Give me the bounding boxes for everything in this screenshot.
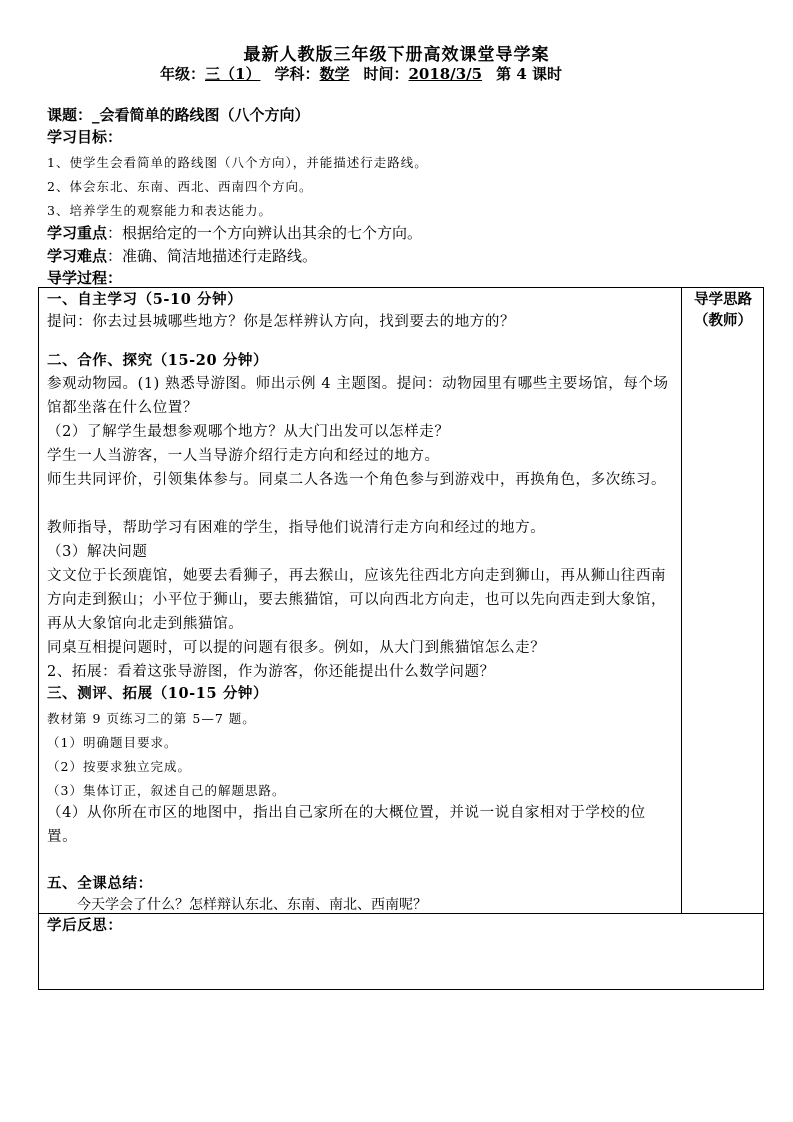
section-2-paragraph: 师生共同评价，引领集体参与。同桌二人各选一个角色参与到游戏中，再换角色，多次练习。 [47, 472, 667, 488]
reflection-label: 学后反思： [47, 917, 123, 934]
grade-label: 年级： [160, 65, 206, 83]
teacher-notes-header: 导学思路 （教师） [694, 291, 752, 329]
section-3-item: 教材第 9 页练习二的第 5—7 题。 [47, 711, 256, 726]
difficulty-line [47, 245, 317, 266]
page-title: 最新人教版三年级下册高效课堂导学案 [243, 45, 550, 65]
section-3-item: （4）从你所在市区的地图中，指出自己家所在的大概位置，并说一说自家相对于学校的位置。 [47, 805, 646, 845]
section-2-paragraph: （3）解决问题 [47, 544, 148, 560]
key-point-text: ：根据给定的一个方向辨认出其余的七个方向。 [107, 224, 423, 242]
section-2-paragraph: （2）了解学生最想参观哪个地方？从大门出发可以怎样走？ [47, 424, 450, 440]
key-point-line [47, 222, 422, 243]
section-3-item: （1）明确题目要求。 [47, 735, 178, 750]
section-2-paragraph: 参观动物园。(1) 熟悉导游图。师出示例 4 主题图。提问：动物园里有哪些主要场馆，每个场馆都坐落在什么位置？ [47, 376, 669, 416]
lesson-number: 第 4 课时 [496, 65, 562, 83]
difficulty-text: ：准确、简洁地描述行走路线。 [107, 247, 318, 265]
section-3-title: 三、测评、拓展（10-15 分钟） [47, 685, 269, 702]
topic-line [47, 104, 310, 125]
section-5-title: 五、全课总结： [47, 875, 153, 892]
section-2-paragraph: 教师指导，帮助学习有困难的学生，指导他们说清行走方向和经过的地方。 [47, 520, 546, 536]
subject-value: 数学 [319, 65, 350, 83]
goals-label: 学习目标： [47, 128, 123, 146]
topic-label: 课题： [47, 106, 93, 124]
key-point-label: 学习重点 [47, 224, 108, 242]
time-value: 2018/3/5 [408, 65, 483, 83]
goal-item: 3、培养学生的观察能力和表达能力。 [47, 203, 272, 218]
section-2-paragraph: 文文位于长颈鹿馆，她要去看狮子，再去猴山，应该先往西北方向走到狮山，再从狮山往西南方向走到猴山；小平位于狮山，要去熊猫馆，可以向西北方向走，也可以先向西走到大象馆，再从大象馆向北走到熊猫馆。 [47, 568, 667, 632]
section-3-item: （2）按要求独立完成。 [47, 759, 191, 774]
column-divider [681, 287, 682, 914]
subject-label: 学科： [274, 65, 320, 83]
section-1-title: 一、自主学习（5-10 分钟） [47, 291, 243, 308]
time-label: 时间： [363, 65, 409, 83]
section-1-text: 提问：你去过县城哪些地方？你是怎样辨认方向，找到要去的地方的？ [47, 314, 516, 330]
difficulty-label: 学习难点 [47, 247, 108, 265]
grade-value: 三（1） [205, 65, 261, 83]
section-2-title: 二、合作、探究（15-20 分钟） [47, 352, 269, 369]
process-label: 导学过程： [47, 269, 123, 287]
topic-value: _会看简单的路线图（八个方向） [92, 106, 310, 124]
section-2-paragraph: 学生一人当游客，一人当导游介绍行走方向和经过的地方。 [47, 448, 440, 464]
section-3-item: （3）集体订正，叙述自己的解题思路。 [47, 783, 286, 798]
goal-item: 1、使学生会看简单的路线图（八个方向），并能描述行走路线。 [47, 155, 428, 170]
goal-item: 2、体会东北、东南、西北、西南四个方向。 [47, 179, 313, 194]
section-2-paragraph: 2、拓展：看着这张导游图，作为游客，你还能提出什么数学问题？ [47, 664, 495, 680]
section-2-paragraph: 同桌互相提问题时，可以提的问题有很多。例如，从大门到熊猫馆怎么走？ [47, 640, 546, 656]
header-meta [160, 63, 562, 84]
section-5-text: 今天学会了什么？怎样辩认东北、东南、南北、西南呢？ [77, 897, 427, 913]
